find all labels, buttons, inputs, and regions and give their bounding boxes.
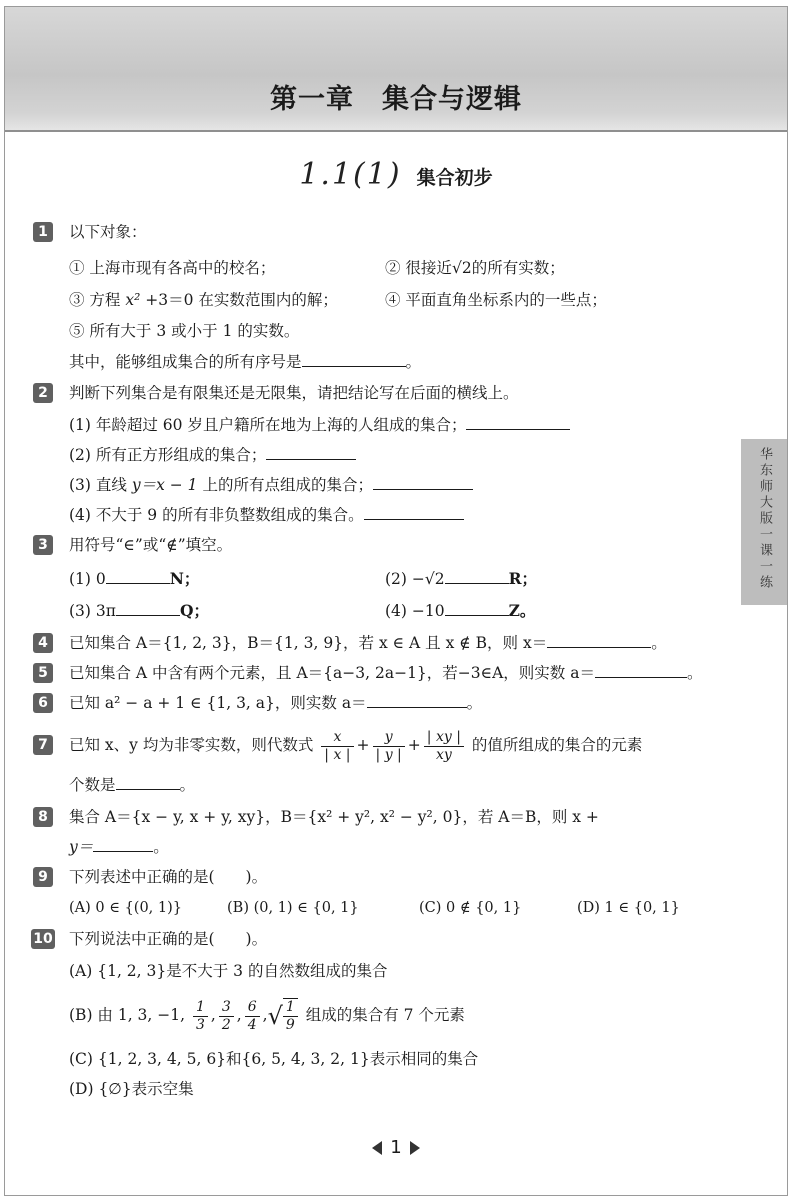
q10-option-a: (A) {1, 2, 3}是不大于 3 的自然数组成的集合 — [69, 962, 388, 980]
page-number: 1 — [390, 1137, 402, 1158]
numerator: 1 — [193, 999, 208, 1017]
q2-item-4 — [69, 505, 464, 525]
q8-end: 。 — [153, 838, 169, 856]
side-tab — [741, 439, 787, 605]
q3-item-3 — [69, 601, 209, 621]
answer-blank[interactable] — [466, 415, 570, 430]
q4-end: 。 — [651, 634, 667, 652]
question-number: 8 — [33, 807, 53, 827]
answer-blank[interactable] — [373, 475, 473, 490]
q3-item-2 — [385, 569, 537, 589]
numerator: 6 — [245, 999, 260, 1017]
numerator: 1 — [283, 999, 298, 1017]
answer-blank[interactable] — [302, 352, 406, 367]
radical-sign: √ — [267, 1002, 283, 1030]
q6-text — [69, 693, 482, 713]
q1-option-2-tail: 的所有实数； — [471, 259, 565, 277]
numerator: x — [321, 729, 353, 747]
denominator: | y | — [375, 746, 402, 763]
sqrt2: √2 — [424, 570, 445, 588]
answer-blank[interactable] — [106, 569, 170, 584]
q1-ask — [69, 352, 421, 372]
plus-sign: + — [356, 736, 370, 754]
question-number: 3 — [33, 535, 53, 555]
section-number: 1.1(1) — [299, 157, 402, 192]
question-number: 9 — [33, 867, 53, 887]
answer-blank[interactable] — [367, 693, 467, 708]
numerator: | xy | — [424, 729, 464, 747]
q5-body: 已知集合 A 中含有两个元素，且 A＝{a−3, 2a−1}，若−3∈A，则实数 a＝ — [69, 664, 595, 682]
side-tab-label: 华东师大版一课一练 — [757, 447, 772, 591]
q5-text — [69, 663, 703, 683]
question-number: 10 — [31, 929, 55, 949]
numerator: 3 — [219, 999, 234, 1017]
fraction — [245, 999, 260, 1034]
question-number: 5 — [33, 663, 53, 683]
q3-item-3-text: (3) 3π — [69, 602, 116, 620]
answer-blank[interactable] — [93, 837, 153, 852]
fraction — [219, 999, 234, 1034]
page-navigation — [5, 1137, 787, 1158]
q7-ask: 个数是 — [69, 776, 116, 794]
denominator: 3 — [195, 1016, 205, 1033]
q7-line-2 — [69, 775, 195, 795]
q1-option-3-tail: +3＝0 在实数范围内的解； — [140, 291, 338, 309]
denominator: 4 — [247, 1016, 257, 1033]
q3-stem: 用符号“∈”或“∉”填空。 — [69, 536, 233, 554]
answer-blank[interactable] — [595, 663, 687, 678]
q10-stem: 下列说法中正确的是( )。 — [69, 930, 268, 948]
fraction — [373, 729, 405, 764]
line-equation: y＝x − 1 — [131, 476, 198, 494]
question-number: 2 — [33, 383, 53, 403]
answer-blank[interactable] — [445, 601, 509, 616]
set-symbol: N； — [169, 569, 200, 588]
q9-stem: 下列表述中正确的是( )。 — [69, 868, 268, 886]
q1-option-2-text: ② 很接近 — [385, 259, 452, 277]
q10-option-b — [69, 993, 465, 1038]
answer-blank[interactable] — [116, 775, 180, 790]
section-name: 集合初步 — [416, 167, 493, 189]
q1-option-1: ① 上海市现有各高中的校名； — [69, 259, 276, 277]
q3-item-2-text: (2) − — [385, 570, 425, 588]
q2-item-1 — [69, 415, 570, 435]
q4-body: 已知集合 A＝{1, 2, 3}，B＝{1, 3, 9}，若 x ∈ A 且 x ∉ B，则 x＝ — [69, 634, 548, 652]
q1-end: 。 — [405, 353, 422, 371]
question-number: 1 — [33, 222, 53, 242]
fraction — [283, 998, 298, 1034]
q1-ask-text: 其中，能够组成集合的所有序号是 — [69, 353, 302, 371]
q6-end: 。 — [466, 694, 483, 712]
denominator: 9 — [285, 1017, 295, 1033]
q1-option-3-text: ③ 方程 — [69, 291, 126, 309]
q10-option-c: (C) {1, 2, 3, 4, 5, 6}和{6, 5, 4, 3, 2, 1}表示相同的集合 — [69, 1050, 479, 1068]
question-number: 7 — [33, 735, 53, 755]
denominator: | x | — [324, 746, 351, 763]
numerator: y — [373, 729, 405, 747]
workbook-page — [4, 6, 788, 1196]
prev-page-icon[interactable] — [372, 1141, 382, 1155]
answer-blank[interactable] — [266, 445, 356, 460]
q8-text: 集合 A＝{x − y, x + y, xy}，B＝{x² + y², x² − y², 0}，若 A＝B，则 x + — [69, 808, 599, 826]
set-symbol: Z。 — [508, 601, 536, 620]
q3-item-4 — [385, 601, 535, 621]
q3-item-1 — [69, 569, 199, 589]
q7-end: 。 — [179, 776, 196, 794]
fraction — [193, 999, 208, 1034]
q2-item-2-text: (2) 所有正方形组成的集合； — [69, 446, 267, 464]
q7-body: 已知 x、y 均为非零实数，则代数式 — [69, 736, 314, 754]
x-squared: x² — [125, 291, 141, 309]
next-page-icon[interactable] — [410, 1141, 420, 1155]
q8-line-2 — [69, 837, 169, 857]
comma: , — [236, 1006, 242, 1024]
plus-sign: + — [407, 736, 421, 754]
sqrt2: √2 — [451, 259, 472, 277]
q4-text — [69, 633, 667, 653]
answer-blank[interactable] — [364, 505, 464, 520]
q1-option-2 — [385, 258, 565, 278]
q7-body-tail: 的值所组成的集合的元素 — [471, 736, 643, 754]
q8-ask: y＝ — [69, 838, 94, 856]
q9-option-b: (B) (0, 1) ∈ {0, 1} — [227, 900, 359, 916]
fraction — [424, 729, 464, 764]
q1-option-5: ⑤ 所有大于 3 或小于 1 的实数。 — [69, 322, 300, 340]
denominator: 2 — [221, 1016, 231, 1033]
answer-blank[interactable] — [547, 633, 651, 648]
denominator: xy — [435, 746, 452, 763]
q7-text — [69, 724, 642, 766]
q2-item-3-text: (3) 直线 — [69, 476, 132, 494]
q2-item-3-tail: 上的所有点组成的集合； — [197, 476, 373, 494]
q9-option-d: (D) 1 ∈ {0, 1} — [577, 900, 680, 916]
set-symbol: Q； — [179, 601, 209, 620]
q10-option-b-tail: 组成的集合有 7 个元素 — [305, 1006, 465, 1024]
q10-option-b-text: (B) 由 1, 3, −1, — [69, 1006, 186, 1024]
q2-stem: 判断下列集合是有限集还是无限集，请把结论写在后面的横线上。 — [69, 384, 519, 402]
q6-body: 已知 a² − a + 1 ∈ {1, 3, a}，则实数 a＝ — [69, 694, 367, 712]
answer-blank[interactable] — [445, 569, 509, 584]
banner-divider — [5, 130, 787, 132]
q2-item-2 — [69, 445, 356, 465]
answer-blank[interactable] — [116, 601, 180, 616]
q10-option-d: (D) {∅}表示空集 — [69, 1080, 194, 1098]
set-symbol: R； — [508, 569, 538, 588]
q9-option-c: (C) 0 ∉ {0, 1} — [419, 900, 522, 916]
q1-stem: 以下对象： — [69, 223, 147, 241]
q5-end: 。 — [686, 664, 703, 682]
chapter-title: 第一章 集合与逻辑 — [270, 84, 522, 115]
comma: , — [262, 1006, 268, 1024]
q2-item-4-text: (4) 不大于 9 的所有非负整数组成的集合。 — [69, 506, 364, 524]
q3-item-4-text: (4) −10 — [385, 602, 445, 620]
q2-item-1-text: (1) 年龄超过 60 岁且户籍所在地为上海的人组成的集合； — [69, 416, 467, 434]
comma: , — [210, 1006, 216, 1024]
q3-item-1-text: (1) 0 — [69, 570, 106, 588]
question-number: 6 — [33, 693, 53, 713]
q1-option-4: ④ 平面直角坐标系内的一些点； — [385, 291, 607, 309]
q1-option-3 — [69, 290, 338, 310]
q2-item-3 — [69, 475, 473, 495]
question-number: 4 — [33, 633, 53, 653]
section-heading — [5, 157, 787, 192]
q9-option-a: (A) 0 ∈ {(0, 1)} — [69, 900, 183, 916]
fraction — [321, 729, 353, 764]
